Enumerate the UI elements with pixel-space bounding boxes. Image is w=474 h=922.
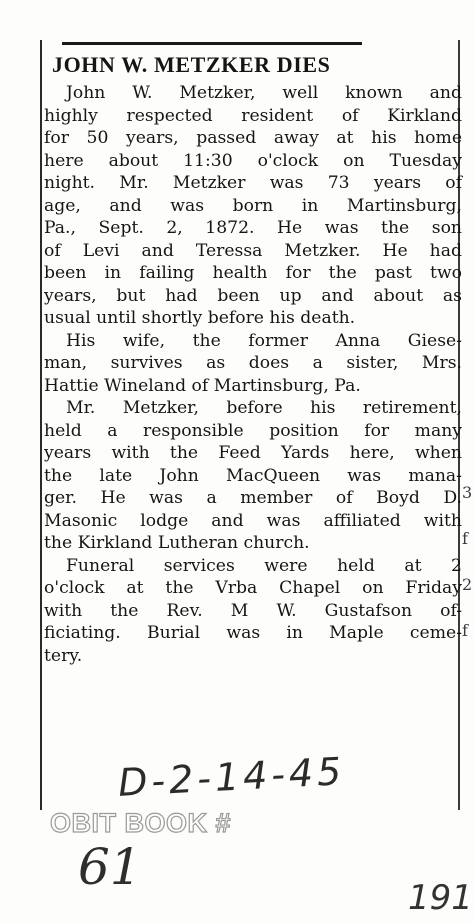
article-paragraph [44, 397, 462, 555]
article-body [44, 82, 462, 667]
article-line: been in failing health for the past two [44, 263, 462, 283]
newspaper-clipping [44, 50, 462, 667]
article-line: Funeral services were held at 2 [66, 555, 462, 576]
article-line: Masonic lodge and was affiliated with [44, 510, 462, 531]
margin-mark: 3 [462, 483, 473, 502]
margin-mark: f [462, 529, 468, 548]
article-line: the Kirkland Lutheran church. [44, 533, 310, 553]
article-line: held a responsible position for many [44, 420, 462, 441]
article-line: ger. He was a member of Boyd D. [44, 488, 462, 508]
article-line: usual until shortly before his death. [44, 308, 356, 328]
article-line: o'clock at the Vrba Chapel on Friday [44, 578, 462, 598]
article-paragraph [44, 555, 462, 668]
article-line: man, survives as does a sister, Mrs. [44, 353, 462, 373]
headline: JOHN W. METZKER DIES [52, 52, 331, 77]
margin-marks [462, 470, 472, 654]
margin-mark: 2 [462, 575, 473, 594]
article-line: Pa., Sept. 2, 1872. He was the son [44, 218, 462, 238]
article-line: with the Rev. M W. Gustafson of- [44, 600, 462, 621]
article-line: His wife, the former Anna Giese- [66, 330, 462, 351]
corner-mark: 191 [408, 878, 473, 918]
article-paragraph [44, 330, 462, 398]
article-line: Mr. Metzker, before his retirement, [66, 398, 462, 418]
article-line: years with the Feed Yards here, when [44, 443, 462, 463]
article-line: highly respected resident of Kirkland [44, 105, 462, 126]
article-line: Hattie Wineland of Martinsburg, Pa. [44, 375, 361, 396]
article-line: years, but had been up and about as [44, 285, 462, 306]
article-paragraph [44, 82, 462, 330]
handwritten-date: D-2-14-45 [117, 749, 347, 805]
obit-book-stamp: OBIT BOOK # [50, 808, 232, 838]
article-line: here about 11:30 o'clock on Tuesday [44, 150, 462, 171]
article-line: of Levi and Teressa Metzker. He had [44, 240, 462, 261]
article-line: ficiating. Burial was in Maple ceme- [44, 623, 462, 643]
handwritten-number: 61 [78, 838, 142, 896]
margin-mark: f [462, 621, 468, 640]
top-rule [62, 42, 362, 45]
article-line: John W. Metzker, well known and [66, 83, 462, 103]
article-line: the late John MacQueen was mana- [44, 465, 462, 486]
article-line: tery. [44, 645, 83, 666]
article-line: night. Mr. Metzker was 73 years of [44, 173, 462, 193]
article-line: age, and was born in Martinsburg, [44, 195, 462, 216]
left-column-rule [40, 40, 42, 810]
article-line: for 50 years, passed away at his home [44, 128, 462, 148]
